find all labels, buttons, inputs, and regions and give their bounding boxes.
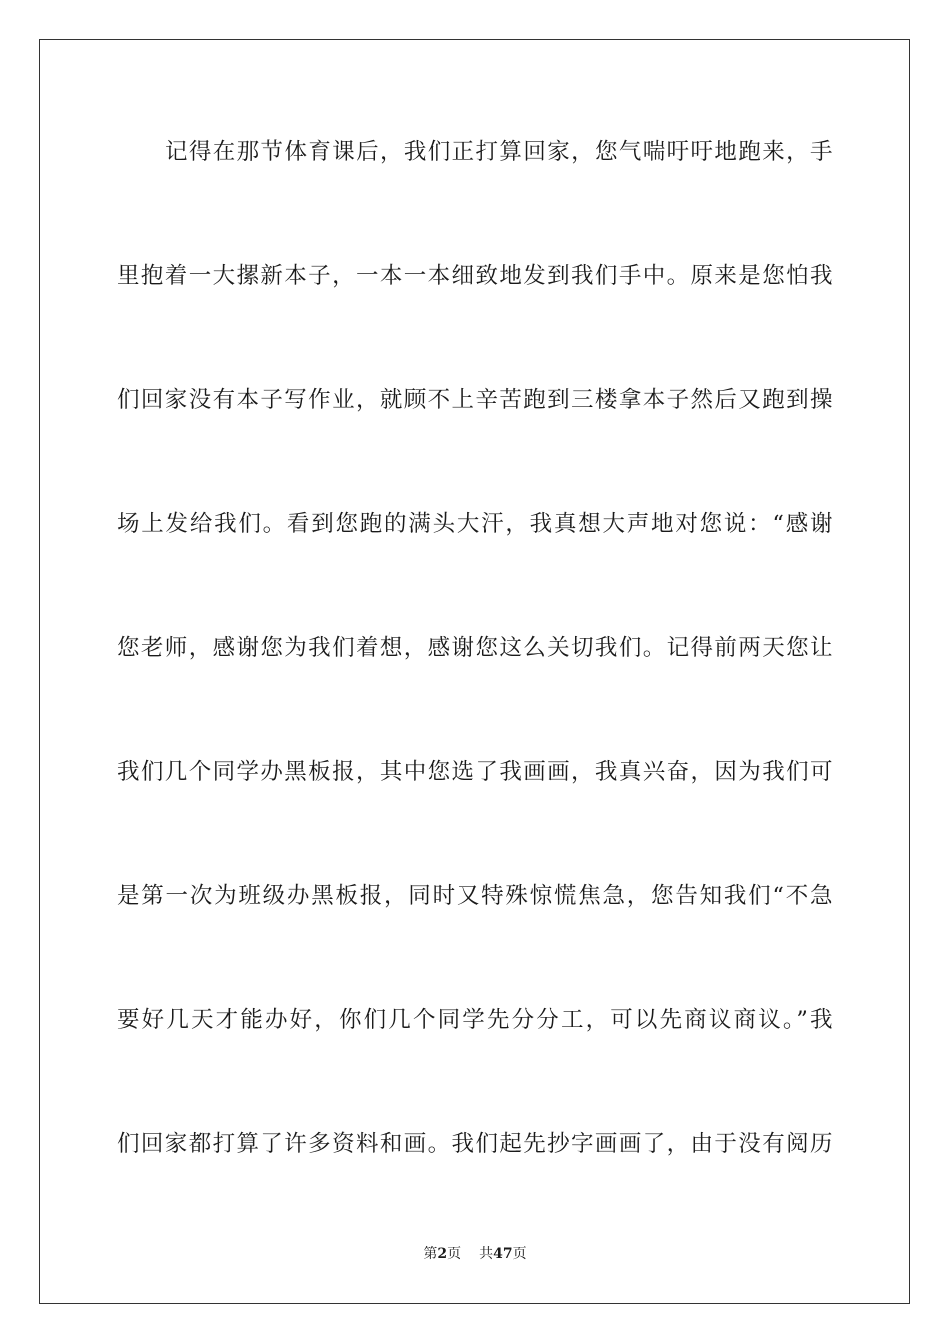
paragraph-line-1: 记得在那节体育课后，我们正打算回家，您气喘吁吁地跑来，手 bbox=[165, 139, 833, 165]
page-number: 2 bbox=[437, 1246, 448, 1262]
total-suffix: 页 bbox=[512, 1246, 527, 1262]
page-border bbox=[39, 39, 910, 1304]
paragraph-line-2: 里抱着一大摞新本子，一本一本细致地发到我们手中。原来是您怕我 bbox=[117, 263, 833, 289]
paragraph-line-4: 场上发给我们。看到您跑的满头大汗，我真想大声地对您说：“感谢 bbox=[117, 511, 833, 537]
paragraph-line-9: 们回家都打算了许多资料和画。我们起先抄字画画了，由于没有阅历 bbox=[117, 1131, 833, 1157]
total-prefix: 共 bbox=[479, 1246, 494, 1262]
total-pages: 47 bbox=[493, 1246, 513, 1262]
page-footer bbox=[0, 1245, 950, 1263]
paragraph-line-6: 我们几个同学办黑板报，其中您选了我画画，我真兴奋，因为我们可 bbox=[117, 759, 833, 785]
page-suffix: 页 bbox=[447, 1246, 462, 1262]
page-prefix: 第 bbox=[423, 1246, 438, 1262]
paragraph-line-5: 您老师，感谢您为我们着想，感谢您这么关切我们。记得前两天您让 bbox=[117, 635, 833, 661]
paragraph-line-7: 是第一次为班级办黑板报，同时又特殊惊慌焦急，您告知我们“不急 bbox=[117, 883, 833, 909]
paragraph-line-3: 们回家没有本子写作业，就顾不上辛苦跑到三楼拿本子然后又跑到操 bbox=[117, 387, 833, 413]
paragraph-line-8: 要好几天才能办好，你们几个同学先分分工，可以先商议商议。”我 bbox=[117, 1007, 833, 1033]
